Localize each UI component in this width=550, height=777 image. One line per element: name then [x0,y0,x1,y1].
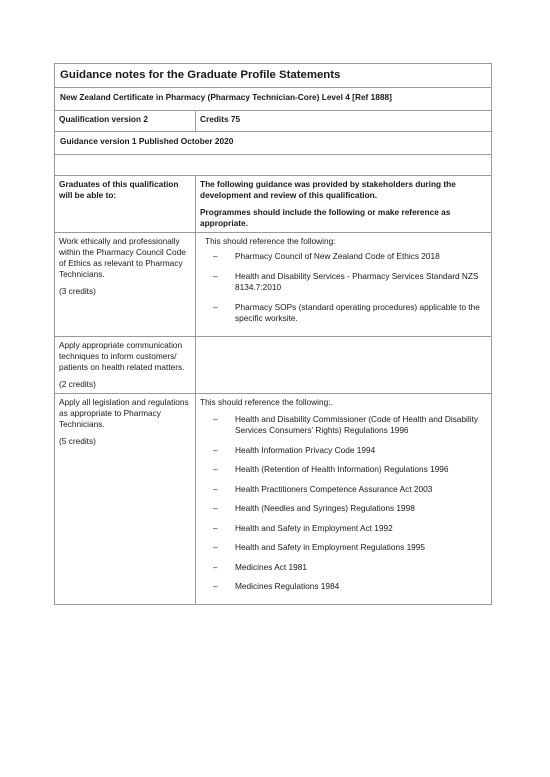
guidance-document [54,63,491,605]
guidance-version-row [55,132,492,155]
guidance-cell [196,233,492,337]
outcome-row-communication [55,336,492,393]
guidance-cell [196,393,492,604]
list-item: – Health Practitioners Competence Assurance Act 2003 [213,483,433,494]
spacer-row [55,155,492,176]
list-item: – Health and Safety in Employment Regulations 1995 [213,542,426,552]
list-item: – Health and Safety in Employment Act 1992 [213,522,393,533]
list-item: – Pharmacy SOPs (standard operating procedures) applicable to the specific worksite. [213,301,480,323]
guidance-intro: This should reference the following: [205,236,336,246]
guidance-version: Guidance version 1 Published October 2020 [55,132,492,155]
list-item: – Health Information Privacy Code 1994 [213,444,376,455]
outcome-row-legislation [55,393,492,604]
outcome-credits: (2 credits) [59,378,96,389]
guidance-intro: This should reference the following:. [200,396,333,407]
outcome-cell [55,336,196,393]
title-row [55,64,492,88]
outcome-cell [55,393,196,604]
outcome-credits: (5 credits) [59,435,96,446]
list-item: – Health and Disability Services - Pharmacy Services Standard NZS 8134.7:2010 [213,270,479,292]
list-item: – Health (Retention of Health Information) Regulations 1996 [213,464,449,474]
outcome-credits: (3 credits) [59,286,96,296]
guidance-cell-empty [196,336,492,393]
list-item: – Health (Needles and Syringes) Regulations 1998 [213,503,415,513]
guidance-list [200,414,487,593]
guidance-list [200,251,487,325]
empty-cell [55,155,492,176]
outcome-text: Apply all legislation and regulations as appropriate to Pharmacy Technicians. [59,396,189,429]
version-row [55,111,492,132]
qualification-version: Qualification version 2 [55,111,196,132]
document-title: Guidance notes for the Graduate Profile Statements [55,64,492,88]
header-left: Graduates of this qualification will be able to: [55,176,196,233]
certificate-row [55,88,492,111]
header-right-p2: Programmes should include the following or make reference as appropriate. [200,207,451,228]
credits-total: Credits 75 [196,111,492,132]
guidance-table [54,63,492,605]
header-right [196,176,492,233]
header-row [55,176,492,233]
list-item: – Pharmacy Council of New Zealand Code of Ethics 2018 [213,251,440,261]
outcome-row-ethics [55,233,492,337]
header-right-p1: The following guidance was provided by stakeholders during the development and review of this qualification. [200,179,456,200]
certificate-name: New Zealand Certificate in Pharmacy (Pharmacy Technician-Core) Level 4 [Ref 1888] [55,88,492,111]
outcome-text: Work ethically and professionally within the Pharmacy Council Code of Ethics as relevant to Pharmacy Technicians. [59,236,186,279]
list-item: – Medicines Regulations 1984 [213,581,340,591]
outcome-cell [55,233,196,337]
list-item: – Health and Disability Commissioner (Code of Health and Disability Services Consumers’ Rights) Regulations 1996 [213,413,479,435]
outcome-text: Apply appropriate communication techniques to inform customers/ patients on health related matters. [59,339,185,372]
list-item: – Medicines Act 1981 [213,561,307,572]
